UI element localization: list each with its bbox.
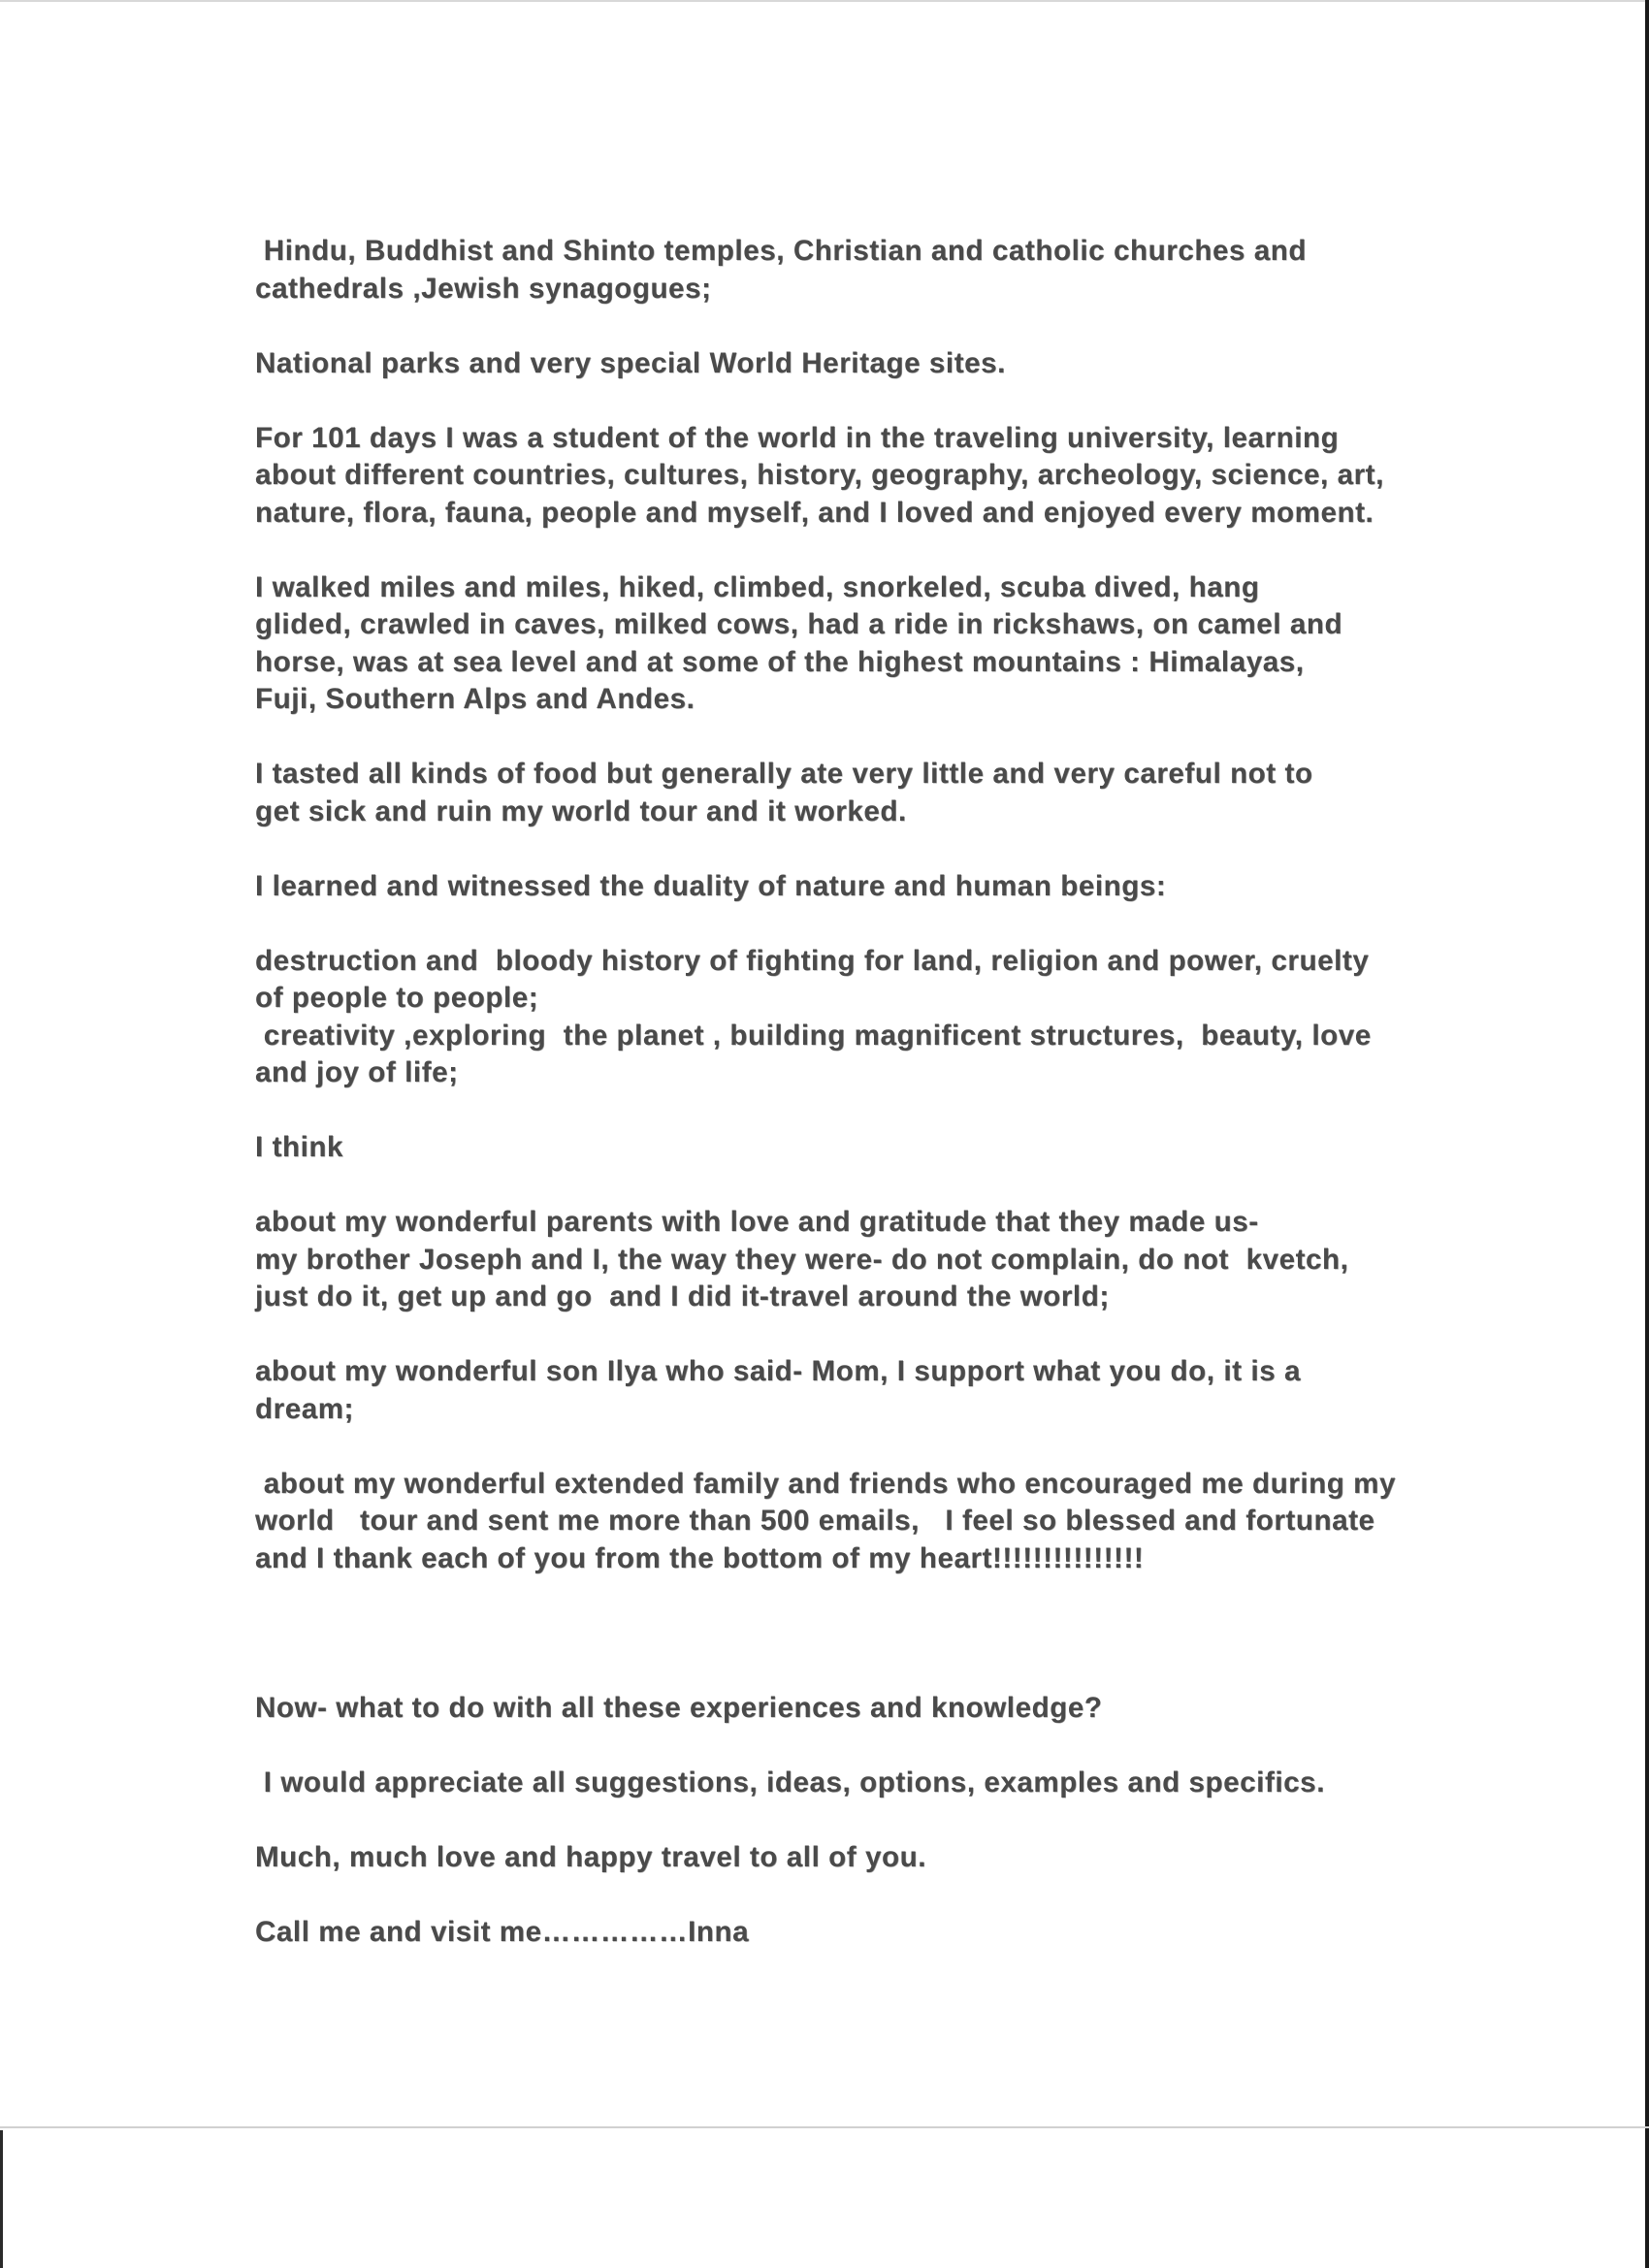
text-line: Now- what to do with all these experiences and knowledge?	[255, 1691, 1103, 1724]
text-line: of people to people;	[255, 982, 539, 1014]
paragraph	[255, 1839, 1516, 1877]
paragraph	[255, 569, 1516, 719]
text-line: Fuji, Southern Alps and Andes.	[255, 683, 695, 715]
text-line: Call me and visit me……………Inna	[255, 1915, 750, 1948]
text-line: destruction and bloody history of fighting for land, religion and power, cruelty	[255, 944, 1370, 977]
scan-edge-bottom	[0, 2126, 1649, 2128]
paragraph	[255, 233, 1516, 308]
text-line: world tour and sent me more than 500 emails, I feel so blessed and fortunate	[255, 1505, 1375, 1537]
paragraph	[255, 1914, 1516, 1952]
text-line: I would appreciate all suggestions, ideas, options, examples and specifics.	[255, 1766, 1325, 1798]
text-line: cathedrals ,Jewish synagogues;	[255, 272, 712, 305]
text-line: just do it, get up and go and I did it-travel around the world;	[255, 1280, 1110, 1312]
text-line: glided, crawled in caves, milked cows, had a ride in rickshaws, on camel and	[255, 608, 1343, 640]
text-line: my brother Joseph and I, the way they were- do not complain, do not kvetch,	[255, 1243, 1349, 1276]
text-line: I learned and witnessed the duality of nature and human beings:	[255, 869, 1167, 902]
paragraph	[255, 1765, 1516, 1802]
text-line: and joy of life;	[255, 1056, 459, 1088]
text-line: about different countries, cultures, history, geography, archeology, science, art,	[255, 459, 1384, 491]
paragraph	[255, 420, 1516, 533]
text-line: Hindu, Buddhist and Shinto temples, Christian and catholic churches and	[255, 235, 1307, 267]
paragraph	[255, 1466, 1516, 1578]
text-line: I tasted all kinds of food but generally ate very little and very careful not to	[255, 758, 1313, 790]
letter-body	[255, 233, 1516, 1989]
paragraph	[255, 943, 1516, 1092]
text-line: I walked miles and miles, hiked, climbed, snorkeled, scuba dived, hang	[255, 570, 1260, 603]
paragraph-spacer	[255, 1615, 1516, 1690]
text-line: creativity ,exploring the planet , building magnificent structures, beauty, love	[255, 1019, 1372, 1052]
text-line: National parks and very special World Heritage sites.	[255, 346, 1006, 379]
paragraph	[255, 1353, 1516, 1428]
paragraph	[255, 868, 1516, 906]
text-line: I think	[255, 1131, 344, 1163]
paragraph	[255, 756, 1516, 830]
text-line: nature, flora, fauna, people and myself, and I loved and enjoyed every moment.	[255, 496, 1374, 529]
text-line: horse, was at sea level and at some of the highest mountains : Himalayas,	[255, 645, 1305, 678]
scan-edge-right	[1645, 0, 1649, 2268]
text-line: about my wonderful parents with love and gratitude that they made us-	[255, 1206, 1259, 1238]
scan-edge-left	[0, 2130, 3, 2268]
scan-edge-top	[0, 0, 1649, 2]
text-line: get sick and ruin my world tour and it worked.	[255, 794, 907, 827]
paragraph	[255, 1690, 1516, 1728]
text-line: about my wonderful extended family and friends who encouraged me during my	[255, 1467, 1396, 1500]
paragraph	[255, 345, 1516, 383]
text-line: and I thank each of you from the bottom of my heart!!!!!!!!!!!!!!!	[255, 1541, 1145, 1574]
text-line: For 101 days I was a student of the world in the traveling university, learning	[255, 421, 1340, 454]
text-line: Much, much love and happy travel to all of you.	[255, 1840, 927, 1873]
text-line: about my wonderful son Ilya who said- Mom, I support what you do, it is a	[255, 1355, 1301, 1387]
paragraph	[255, 1129, 1516, 1167]
text-line: dream;	[255, 1392, 354, 1425]
paragraph	[255, 1204, 1516, 1316]
